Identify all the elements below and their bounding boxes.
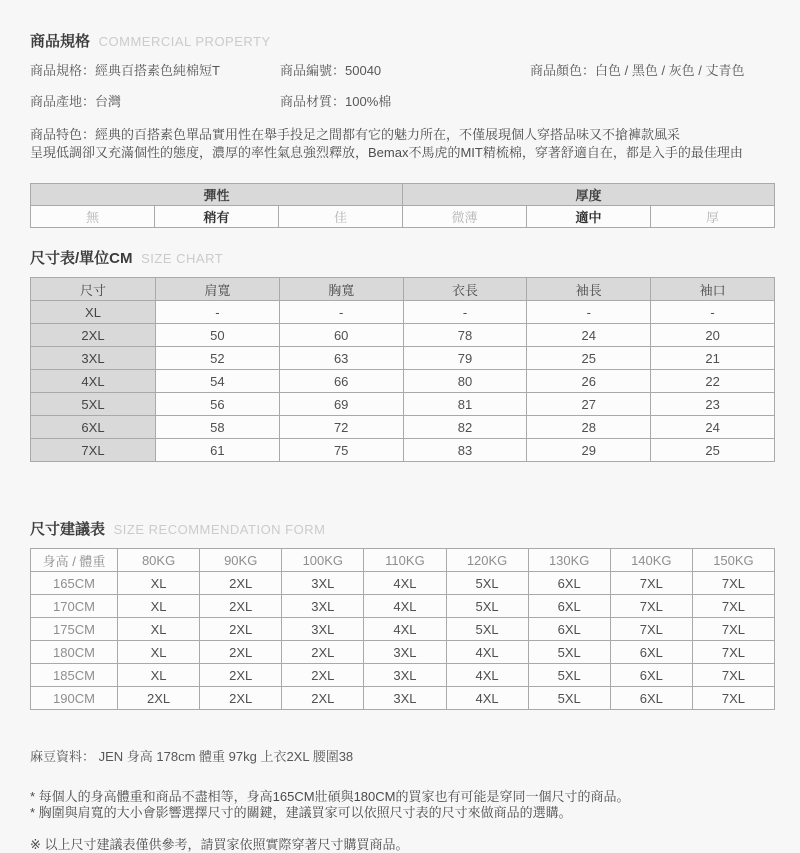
data-cell: 2XL <box>118 687 200 710</box>
data-cell: 7XL <box>692 687 774 710</box>
column-header-cell: 120KG <box>446 549 528 572</box>
column-header-cell: 80KG <box>118 549 200 572</box>
table-row <box>31 641 775 664</box>
data-cell: 21 <box>651 347 775 370</box>
data-cell: 5XL <box>528 664 610 687</box>
row-header-cell: XL <box>31 301 156 324</box>
elasticity-group-header: 彈性 <box>31 184 403 206</box>
data-cell: 75 <box>279 439 403 462</box>
field-product-material <box>280 91 530 110</box>
data-cell: 25 <box>527 347 651 370</box>
data-cell: 24 <box>651 416 775 439</box>
attribute-option-selected: 稍有 <box>155 206 279 228</box>
data-cell: 7XL <box>692 618 774 641</box>
column-header-cell: 肩寬 <box>156 278 280 301</box>
data-cell: 7XL <box>692 664 774 687</box>
model-info: 麻豆資料： JEN 身高 178cm 體重 97kg 上衣2XL 腰圍38 <box>30 749 354 764</box>
data-cell: 3XL <box>364 664 446 687</box>
field-label: 商品規格： <box>30 63 96 78</box>
attribute-option: 佳 <box>279 206 403 228</box>
table-row <box>31 572 775 595</box>
data-cell: - <box>156 301 280 324</box>
data-cell: 4XL <box>446 641 528 664</box>
data-cell: - <box>279 301 403 324</box>
row-header-cell: 175CM <box>31 618 118 641</box>
attribute-group-header-row <box>31 184 775 206</box>
data-cell: 6XL <box>610 664 692 687</box>
size-chart-heading <box>30 247 775 268</box>
row-header-cell: 2XL <box>31 324 156 347</box>
data-cell: 7XL <box>692 595 774 618</box>
data-cell: 52 <box>156 347 280 370</box>
field-label: 商品顏色： <box>530 63 596 78</box>
feature-line-1 <box>30 126 775 144</box>
thickness-group-header: 厚度 <box>403 184 775 206</box>
table-row <box>31 301 775 324</box>
footnote-2: * 胸圍與肩寬的大小會影響選擇尺寸的關鍵，建議買家可以依照尺寸表的尺寸來做商品的選購。 <box>30 805 572 820</box>
feature-text: 經典的百搭素色單品實用性在舉手投足之間都有它的魅力所在，不僅展現個人穿搭品味又不搶褲款風采 <box>95 127 681 142</box>
footnote-1: * 每個人的身高體重和商品不盡相等，身高165CM壯碩與180CM的買家也有可能是穿同一個尺寸的商品。 <box>30 789 630 804</box>
data-cell: 79 <box>403 347 527 370</box>
data-cell: 6XL <box>528 618 610 641</box>
table-row <box>31 618 775 641</box>
table-row <box>31 370 775 393</box>
size-recommendation-header-row <box>31 549 775 572</box>
data-cell: 26 <box>527 370 651 393</box>
row-header-cell: 7XL <box>31 439 156 462</box>
data-cell: 2XL <box>200 572 282 595</box>
column-header-cell: 90KG <box>200 549 282 572</box>
data-cell: 82 <box>403 416 527 439</box>
table-row <box>31 687 775 710</box>
field-product-spec <box>30 60 280 79</box>
data-cell: 24 <box>527 324 651 347</box>
data-cell: 7XL <box>610 572 692 595</box>
column-header-cell: 尺寸 <box>31 278 156 301</box>
row-header-cell: 170CM <box>31 595 118 618</box>
data-cell: 22 <box>651 370 775 393</box>
data-cell: 78 <box>403 324 527 347</box>
data-cell: 81 <box>403 393 527 416</box>
row-header-cell: 190CM <box>31 687 118 710</box>
data-cell: 83 <box>403 439 527 462</box>
table-row <box>31 664 775 687</box>
column-header-cell: 100KG <box>282 549 364 572</box>
table-row <box>31 393 775 416</box>
data-cell: 69 <box>279 393 403 416</box>
data-cell: 29 <box>527 439 651 462</box>
data-cell: 3XL <box>282 595 364 618</box>
data-cell: XL <box>118 641 200 664</box>
data-cell: 7XL <box>692 572 774 595</box>
data-cell: 23 <box>651 393 775 416</box>
data-cell: 2XL <box>200 618 282 641</box>
data-cell: 27 <box>527 393 651 416</box>
row-header-cell: 180CM <box>31 641 118 664</box>
data-cell: 25 <box>651 439 775 462</box>
size-recommendation-table <box>30 548 775 710</box>
column-header-cell: 150KG <box>692 549 774 572</box>
size-chart-header-row <box>31 278 775 301</box>
data-cell: 58 <box>156 416 280 439</box>
data-cell: 60 <box>279 324 403 347</box>
data-cell: 80 <box>403 370 527 393</box>
table-row <box>31 439 775 462</box>
data-cell: 7XL <box>610 595 692 618</box>
attribute-option: 無 <box>31 206 155 228</box>
data-cell: 3XL <box>364 641 446 664</box>
data-cell: XL <box>118 664 200 687</box>
row-header-cell: 3XL <box>31 347 156 370</box>
data-cell: 5XL <box>446 572 528 595</box>
data-cell: 5XL <box>528 641 610 664</box>
column-header-cell: 110KG <box>364 549 446 572</box>
data-cell: 61 <box>156 439 280 462</box>
field-product-color <box>530 60 775 79</box>
feature-line-2: 呈現低調卻又充滿個性的態度，濃厚的率性氣息強烈釋放，Bemax不馬虎的MIT精梳棉，穿著舒適自在，都是入手的最佳理由 <box>30 145 743 160</box>
size-recommendation-heading <box>30 518 775 539</box>
data-cell: 4XL <box>364 572 446 595</box>
data-cell: 5XL <box>446 595 528 618</box>
spec-section-title: 商品規格 <box>30 33 91 50</box>
table-row <box>31 324 775 347</box>
data-cell: 3XL <box>364 687 446 710</box>
field-value: 50040 <box>345 63 382 78</box>
field-label: 商品編號： <box>280 63 346 78</box>
data-cell: 2XL <box>282 641 364 664</box>
data-cell: 56 <box>156 393 280 416</box>
data-cell: 5XL <box>528 687 610 710</box>
table-row <box>31 595 775 618</box>
attribute-option-selected: 適中 <box>527 206 651 228</box>
data-cell: 6XL <box>528 572 610 595</box>
data-cell: 2XL <box>200 595 282 618</box>
field-value: 白色 / 黑色 / 灰色 / 丈青色 <box>595 63 745 78</box>
size-chart-subtitle: SIZE CHART <box>141 251 224 266</box>
field-label: 商品產地： <box>30 94 96 109</box>
data-cell: 2XL <box>200 664 282 687</box>
data-cell: 4XL <box>446 687 528 710</box>
row-header-cell: 6XL <box>31 416 156 439</box>
size-chart-table <box>30 277 775 462</box>
column-header-cell: 袖口 <box>651 278 775 301</box>
size-recommendation-subtitle: SIZE RECOMMENDATION FORM <box>113 522 326 537</box>
column-header-cell: 胸寬 <box>279 278 403 301</box>
data-cell: 4XL <box>364 618 446 641</box>
footnote-3: ※ 以上尺寸建議表僅供參考，請買家依照實際穿著尺寸購買商品。 <box>30 837 409 852</box>
data-cell: XL <box>118 572 200 595</box>
column-header-cell: 140KG <box>610 549 692 572</box>
data-cell: 4XL <box>446 664 528 687</box>
size-chart-title: 尺寸表/單位CM <box>30 250 133 267</box>
data-cell: 2XL <box>200 641 282 664</box>
data-cell: 50 <box>156 324 280 347</box>
data-cell: 72 <box>279 416 403 439</box>
data-cell: 7XL <box>610 618 692 641</box>
row-header-cell: 185CM <box>31 664 118 687</box>
data-cell: 2XL <box>282 687 364 710</box>
data-cell: 5XL <box>446 618 528 641</box>
field-value: 100%棉 <box>345 94 392 109</box>
product-feature-text <box>30 126 775 162</box>
data-cell: XL <box>118 595 200 618</box>
field-product-origin <box>30 91 280 110</box>
row-header-cell: 4XL <box>31 370 156 393</box>
data-cell: 6XL <box>610 687 692 710</box>
data-cell: 3XL <box>282 618 364 641</box>
column-header-cell: 袖長 <box>527 278 651 301</box>
spec-section-heading <box>30 30 775 51</box>
field-value: 台灣 <box>95 94 122 109</box>
data-cell: - <box>527 301 651 324</box>
attribute-option: 厚 <box>651 206 775 228</box>
column-header-cell: 衣長 <box>403 278 527 301</box>
data-cell: 4XL <box>364 595 446 618</box>
row-header-cell: 5XL <box>31 393 156 416</box>
data-cell: 63 <box>279 347 403 370</box>
field-value: 經典百搭素色純棉短T <box>95 63 220 78</box>
row-header-cell: 165CM <box>31 572 118 595</box>
table-row <box>31 347 775 370</box>
data-cell: 3XL <box>282 572 364 595</box>
data-cell: 66 <box>279 370 403 393</box>
data-cell: 28 <box>527 416 651 439</box>
data-cell: 7XL <box>692 641 774 664</box>
column-header-cell: 130KG <box>528 549 610 572</box>
table-row <box>31 416 775 439</box>
spec-section-subtitle: COMMERCIAL PROPERTY <box>98 34 271 49</box>
data-cell: - <box>651 301 775 324</box>
data-cell: 2XL <box>282 664 364 687</box>
size-recommendation-title: 尺寸建議表 <box>30 521 106 538</box>
data-cell: 2XL <box>200 687 282 710</box>
feature-label: 商品特色： <box>30 127 96 142</box>
attribute-table <box>30 183 775 228</box>
field-product-code <box>280 60 530 79</box>
data-cell: 20 <box>651 324 775 347</box>
data-cell: XL <box>118 618 200 641</box>
column-header-cell: 身高 / 體重 <box>31 549 118 572</box>
attribute-options-row <box>31 206 775 228</box>
spec-info-row-2 <box>30 91 775 110</box>
spec-info-row-1 <box>30 60 775 79</box>
data-cell: 6XL <box>528 595 610 618</box>
data-cell: 6XL <box>610 641 692 664</box>
data-cell: 54 <box>156 370 280 393</box>
field-label: 商品材質： <box>280 94 346 109</box>
attribute-option: 微薄 <box>403 206 527 228</box>
data-cell: - <box>403 301 527 324</box>
